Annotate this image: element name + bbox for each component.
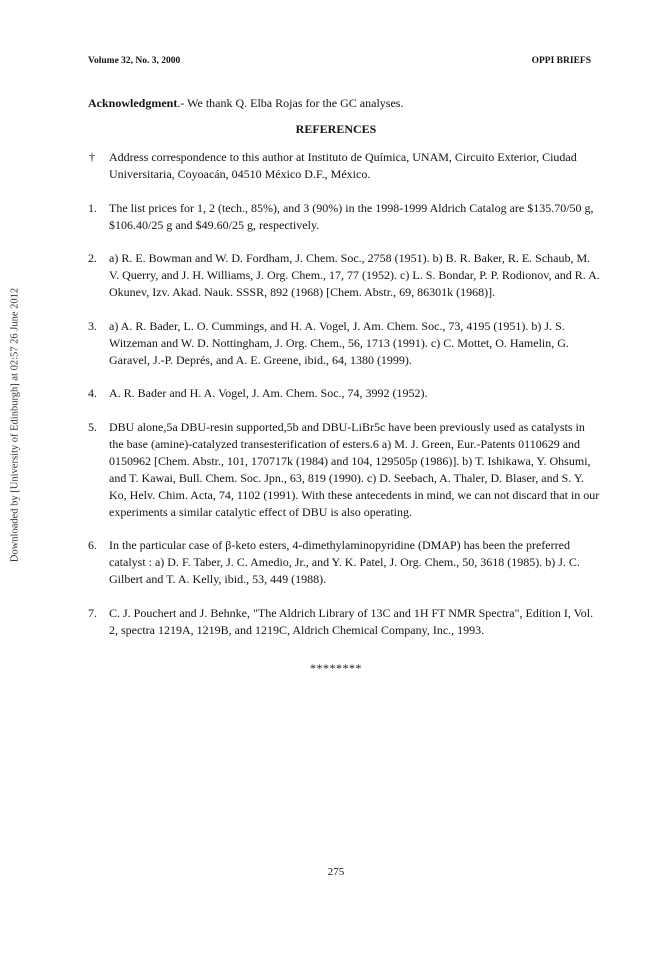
reference-item — [88, 385, 600, 402]
end-marker: ******** — [310, 661, 362, 675]
reference-item — [88, 537, 600, 588]
reference-marker: 4. — [88, 386, 97, 400]
reference-text: C. J. Pouchert and J. Behnke, "The Aldrich Library of 13C and 1H FT NMR Spectra", Edition I, Vol. 2, spectra 1219A, 1219B, and 1219C, Aldrich Chemical Company, Inc., 1993. — [109, 605, 594, 637]
reference-text: Address correspondence to this author at Instituto de Química, UNAM, Circuito Exterior, Ciudad Universitaria, Coyoacán, 04510 México D.F., México. — [109, 150, 577, 181]
reference-marker: 3. — [88, 318, 97, 333]
references-list — [88, 149, 600, 655]
reference-marker: 5. — [88, 419, 97, 434]
download-note: Downloaded by [University of Edinburgh] at 02:57 26 June 2012 — [9, 287, 21, 563]
reference-item — [88, 419, 600, 521]
reference-item — [88, 200, 600, 234]
reference-marker: 1. — [88, 200, 97, 215]
journal-volume: Volume 32, No. 3, 2000 — [88, 56, 181, 66]
references-heading: REFERENCES — [295, 122, 377, 136]
reference-marker: † — [89, 150, 95, 164]
reference-item — [88, 605, 600, 639]
reference-text: a) R. E. Bowman and W. D. Fordham, J. Chem. Soc., 2758 (1951). b) B. R. Baker, R. E. Schaub, M. V. Querry, and J. H. Williams, J. Org. Chem., 17, 77 (1952). c) L. S. Bondar, P. P. Rodionov, and R. A. Okunev, Izv. Akad. Nauk. SSSR, 892 (1968) [Chem. Abstr., 69, 86301k (1968)]. — [109, 251, 600, 299]
download-watermark — [4, 215, 26, 635]
acknowledgment-text: .- We thank Q. Elba Rojas for the GC analyses. — [177, 96, 404, 110]
reference-text: The list prices for 1, 2 (tech., 85%), and 3 (90%) in the 1998-1999 Aldrich Catalog are $135.70/50 g, $106.40/25 g and $49.60/25 g, respectively. — [109, 200, 594, 232]
acknowledgment — [88, 96, 598, 111]
reference-text: a) A. R. Bader, L. O. Cummings, and H. A. Vogel, J. Am. Chem. Soc., 73, 4195 (1951). b) J. S. Witzeman and W. D. Nottingham, J. Org. Chem., 56, 1713 (1991). c) C. Mottet, O. Hamelin, G. Garavel, J.-P. Deprés, and A. E. Greene, ibid., 64, 1380 (1999). — [109, 318, 569, 367]
reference-marker: 2. — [88, 251, 97, 265]
page-number: 275 — [327, 866, 345, 878]
section-title: OPPI BRIEFS — [531, 56, 591, 66]
reference-item — [88, 250, 600, 301]
reference-text: A. R. Bader and H. A. Vogel, J. Am. Chem. Soc., 74, 3992 (1952). — [109, 386, 428, 400]
reference-text: DBU alone,5a DBU-resin supported,5b and DBU-LiBr5c have been previously used as catalysts in the base (amine)-catalyzed transesterification of esters.6 a) M. J. Green, Eur.-Patents 0110629 and 0150962 [Chem. Abstr., 101, 170717k (1984) and 104, 129505p (1986)]. b) T. Ishikawa, Y. Ohsumi, and T. Kawai, Bull. Chem. Soc. Jpn., 63, 819 (1990). c) D. Seebach, A. Thaler, D. Blaser, and S. Y. Ko, Helv. Chim. Acta, 74, 1102 (1991). With these antecedents in mind, we can not discard that in our experiments a similar catalytic effect of DBU is also operating. — [109, 419, 600, 519]
acknowledgment-label: Acknowledgment — [88, 96, 178, 110]
running-header — [88, 56, 591, 66]
reference-item — [88, 318, 600, 369]
reference-text: In the particular case of β-keto esters, 4-dimethylaminopyridine (DMAP) has been the preferred catalyst : a) D. F. Taber, J. C. Amedio, Jr., and Y. K. Patel, J. Org. Chem., 50, 3618 (1985). b) J. C. Gilbert and T. A. Kelly, ibid., 53, 449 (1988). — [109, 538, 580, 586]
reference-marker: 6. — [88, 538, 97, 552]
reference-item — [88, 149, 600, 183]
reference-marker: 7. — [88, 605, 97, 620]
